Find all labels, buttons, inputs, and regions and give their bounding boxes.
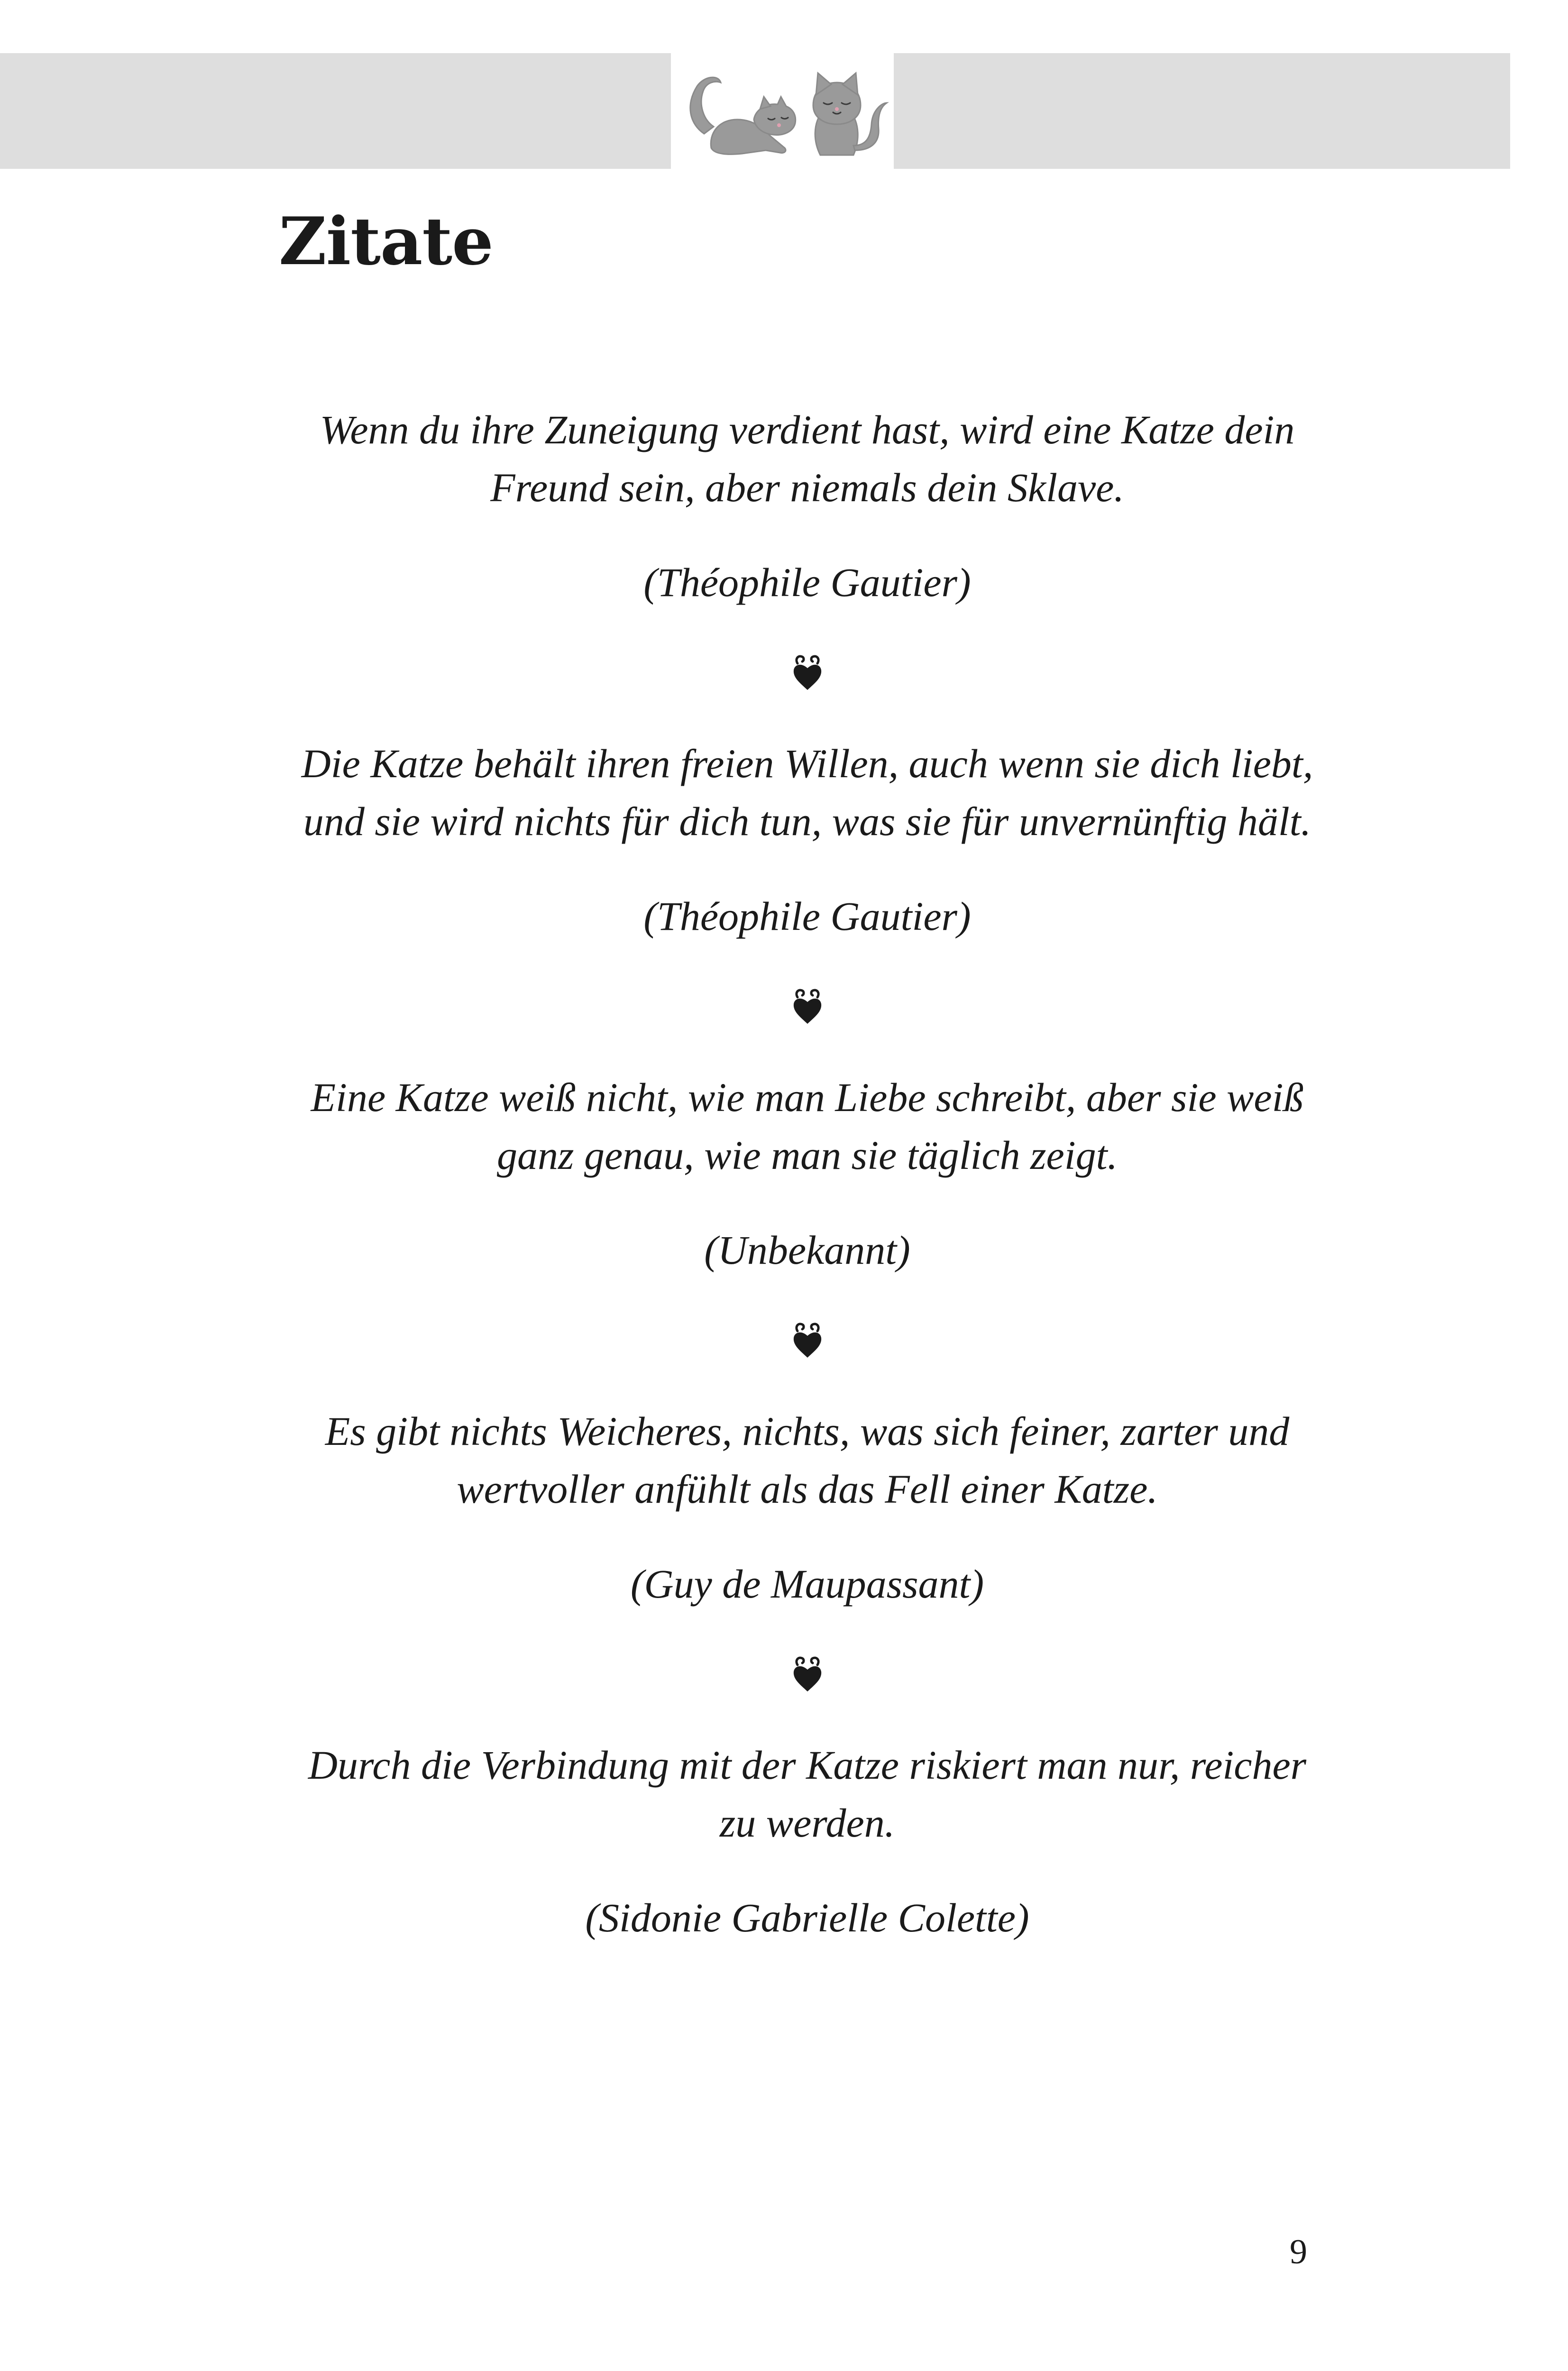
quote-line: und sie wird nichts für dich tun, was sie für unvernünftig hält. (303, 799, 1311, 844)
quote-author: (Unbekannt) (704, 1227, 910, 1273)
quote-item (256, 401, 1358, 692)
quote-line: zu werden. (719, 1800, 895, 1846)
heart-ornament-icon (790, 652, 825, 692)
quote-item (256, 1402, 1358, 1693)
quote-list (256, 401, 1358, 1947)
quote-line: Durch die Verbindung mit der Katze riskiert man nur, reicher (308, 1742, 1307, 1788)
page-title: Zitate (279, 202, 493, 280)
page-number: 9 (1290, 2233, 1307, 2271)
quote-author: (Guy de Maupassant) (630, 1561, 984, 1607)
quote-line: wertvoller anfühlt als das Fell einer Katze. (457, 1466, 1158, 1512)
quote-line: ganz genau, wie man sie täglich zeigt. (497, 1132, 1118, 1178)
quote-line: Es gibt nichts Weicheres, nichts, was sich feiner, zarter und (325, 1408, 1290, 1454)
heart-ornament-icon (790, 1320, 825, 1360)
quote-item (256, 735, 1358, 1026)
heart-ornament-icon (790, 986, 825, 1026)
header-decoration (671, 53, 894, 169)
two-cats-icon (671, 53, 894, 169)
quote-line: Die Katze behält ihren freien Willen, auch wenn sie dich liebt, (301, 741, 1313, 786)
quote-line: Wenn du ihre Zuneigung verdient hast, wird eine Katze dein (320, 407, 1295, 452)
heart-ornament-icon (790, 1654, 825, 1693)
quote-author: (Théophile Gautier) (643, 560, 971, 605)
quote-line: Eine Katze weiß nicht, wie man Liebe schreibt, aber sie weiß (311, 1075, 1304, 1120)
quote-item (256, 1736, 1358, 1947)
quote-line: Freund sein, aber niemals dein Sklave. (490, 465, 1124, 510)
quote-author: (Théophile Gautier) (643, 893, 971, 939)
quote-item (256, 1068, 1358, 1360)
quote-author: (Sidonie Gabrielle Colette) (585, 1895, 1029, 1940)
